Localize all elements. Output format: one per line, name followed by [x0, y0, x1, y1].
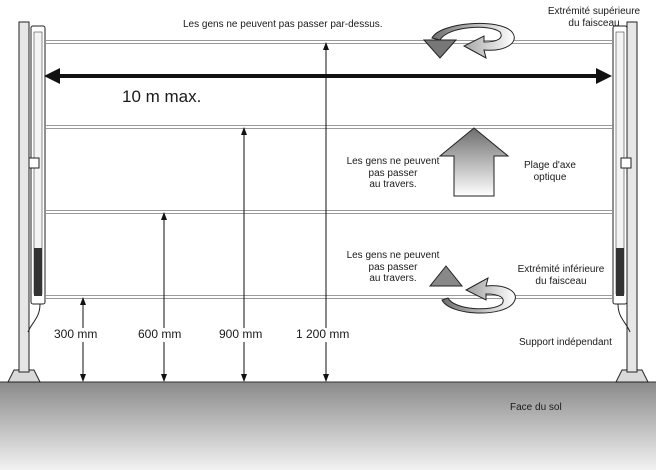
max-distance-arrow [44, 68, 612, 84]
height-label-1200: 1 200 mm [296, 327, 350, 341]
ground-label: Face du sol [510, 402, 562, 413]
height-label-900: 900 mm [219, 327, 263, 341]
top-end-line2: du faisceau [568, 17, 620, 29]
mid-note-line1: Les gens ne peuvent [346, 156, 440, 167]
mid-note [330, 156, 456, 191]
height-dimension-arrows [80, 42, 329, 382]
top-end-line1: Extrémité supérieure [547, 6, 641, 17]
low-note-line2: pas passer [368, 261, 418, 273]
max-distance-label: 10 m max. [122, 87, 202, 106]
low-note [330, 250, 456, 285]
low-note-line1: Les gens ne peuvent [346, 250, 440, 261]
top-note: Les gens ne peuvent pas passer par-dessus. [183, 19, 383, 30]
height-arrow-900 [241, 127, 247, 382]
mid-note-line3: au travers. [369, 179, 417, 190]
support-label: Support indépendant [519, 337, 612, 348]
left-post [8, 22, 45, 382]
height-label-300: 300 mm [54, 327, 98, 341]
right-post [613, 22, 648, 382]
optical-range-label [510, 160, 590, 183]
optical-range-line1: Plage d'axe [524, 160, 576, 171]
low-end-label [506, 264, 616, 287]
ground [0, 382, 656, 470]
low-end-line1: Extrémité inférieure [517, 264, 605, 275]
height-label-600: 600 mm [138, 327, 182, 341]
mid-note-line2: pas passer [368, 167, 418, 179]
low-note-line3: au travers. [369, 273, 417, 284]
low-end-line2: du faisceau [535, 275, 587, 287]
optical-range-line2: optique [533, 171, 567, 183]
top-end-label [540, 6, 648, 29]
height-arrow-600 [161, 212, 167, 382]
